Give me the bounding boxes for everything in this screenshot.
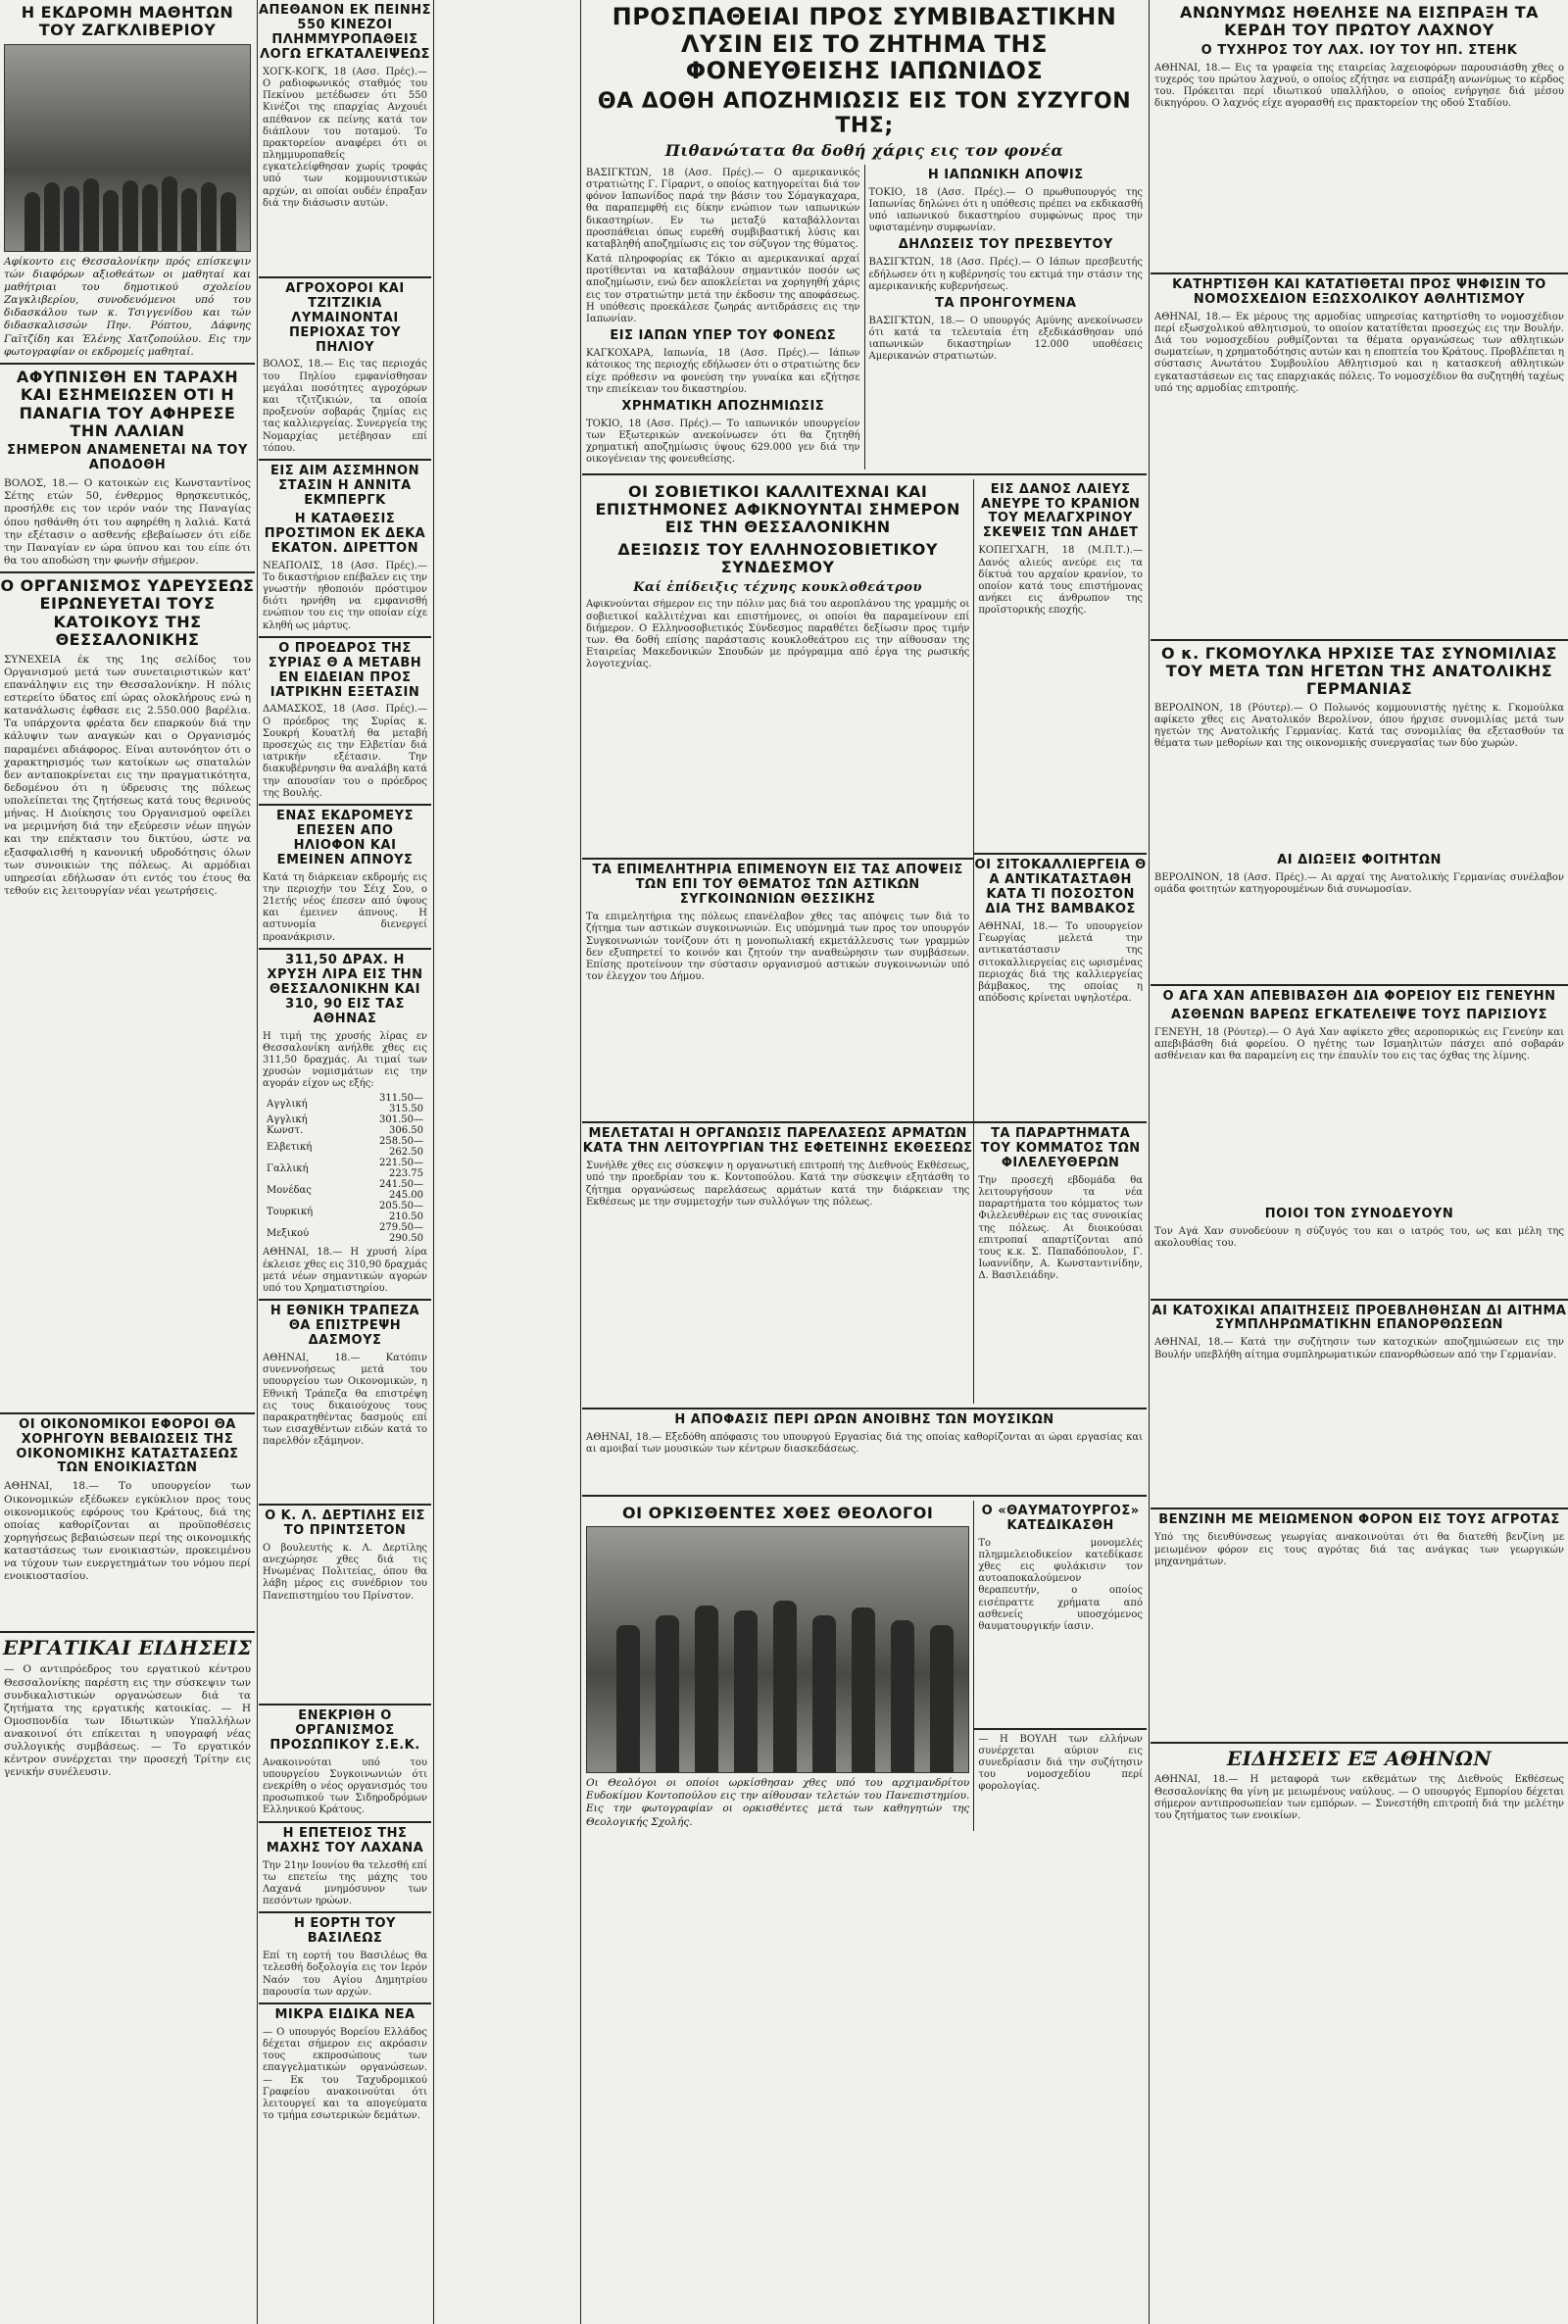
japanese-article-columns (582, 165, 1147, 470)
headline-awakened: ΑΦΥΠΝΙΣΘΗ ΕΝ ΤΑΡΑΧΗ ΚΑΙ ΕΣΗΜΕΙΩΣΕΝ ΟΤΙ Η ΠΑΝΑΓΙΑ ΤΟΥ ΑΦΗΡΕΣΕ ΤΗΝ ΛΑΛΙΑΝ (16, 367, 239, 440)
headline-japanese-view: Η ΙΑΠΩΝΙΚΗ ΑΠΟΨΙΣ (927, 167, 1084, 182)
article-king: Επί τη εορτή του Βασιλέως θα τελεσθή δοξολογία εις τον Ιερόν Ναόν του Αγίου Δημητρίου παρουσία των αρχών. (263, 1951, 427, 1998)
headline-gomulka: Ο κ. ΓΚΟΜΟΥΛΚΑ ΗΡΧΙΣΕ ΤΑΣ ΣΥΝΟΜΙΛΙΑΣ ΤΟΥ ΜΕΤΑ ΤΩΝ ΗΓΕΤΩΝ ΤΗΣ ΑΝΑΤΟΛΙΚΗΣ ΓΕΡΜΑΝΙΑΣ (1161, 643, 1557, 699)
headline-miracle: Ο «ΘΑΥΜΑΤΟΥΡΓΟΣ» ΚΑΤΕΔΙΚΑΣΘΗ (981, 1503, 1140, 1533)
headline-students: ΑΙ ΔΙΩΞΕΙΣ ΦΟΙΤΗΤΩΝ (1277, 852, 1442, 867)
article-labour: — Ο αντιπρόεδρος του εργατικού κέντρου Θεσσαλονίκης παρέστη εις την σύσκεψιν των συνδικαλιστικών οργανώσεων διά τα ζητήματα της εργατικής κατοικίας. — Η Ομοσπονδία των Ιδιωτικών Υπαλλήλων ανακοινοί ότι επίκειται η υπογραφή νέας συλλογικής συμβάσεως. — Το εργατικόν κέντρον συνέρχεται την προσεχή Τρίτην εις γενικήν συνέλευσιν. (4, 1663, 251, 1779)
article-musicians: ΑΘΗΝΑΙ, 18.— Εξεδόθη απόφασις του υπουργού Εργασίας διά της οποίας καθορίζονται αι ώραι εργασίας και αι αμοιβαί των μουσικών των κέντρων διασκεδάσεως. (586, 1431, 1143, 1456)
article-awakened: ΒΟΛΟΣ, 18.— Ο κατοικών εις Κωνσταντίνος Σέτης ετών 50, ένθερμος θρησκευτικός, προσήλθε εις τον ιερόν ναόν της Παναγίας όπου ησθάνθη ότι του αφηρέθη η λαλιά. Κατά την εξέτασιν ο ασθενής εβεβαίωσεν ότι είδε την Παναγίαν εν ώρα ύπνου και του είπε ότι θα του αποδώση την φωνήν σήμερον. (4, 477, 251, 567)
coin-name: Γαλλική (267, 1162, 309, 1174)
column-1 (0, 0, 255, 2039)
headline-wheat: ΟΙ ΣΙΤΟΚΑΛΛΙΕΡΓΕΙΑ Θ Α ΑΝΤΙΚΑΤΑΣΤΑΘΗ ΚΑΤΑ ΤΙ ΠΟΣΟΣΤΟΝ ΔΙΑ ΤΗΣ ΒΑΜΒΑΚΟΣ (974, 858, 1147, 917)
coin-price: 311.50—315.50 (379, 1093, 423, 1115)
price-row (265, 1179, 425, 1201)
headline-ambassador: ΔΗΛΩΣΕΙΣ ΤΟΥ ΠΡΕΣΒΕΥΤΟΥ (898, 237, 1113, 253)
article-precedents: ΒΑΣΙΓΚΤΩΝ, 18.— Ο υπουργός Αμύνης ανεκοίνωσεν ότι κατά τα τελευταία έτη εξεδικάσθησαν υπό ιαπωνικών δικαστηρίων 12.000 υποθέσεις Αμερικανών στρατιωτών. (868, 315, 1143, 363)
article-miracle: Το μονομελές πλημμελειοδικείον κατεδίκασε χθες εις φυλάκισιν τον αυτοαποκαλούμενον θεραπευτήν, ο οποίος εισέπραττε χρήματα από ασθενείς υποσχόμενος θαυματουργικήν ίασιν. (978, 1537, 1143, 1633)
article-lachanas: Την 21ην Ιουνίου θα τελεσθή επί τω επετείω της μάχης του Λαχανά μνημόσυνον των πεσόντων ηρώων. (263, 1859, 427, 1907)
price-row (265, 1158, 425, 1179)
headline-pelion: ΑΓΡΟΧΟΡΟΙ ΚΑΙ ΤΖΙΤΖΙΚΙΑ ΛΥΜΑΙΝΟΝΤΑΙ ΠΕΡΙΟΧΑΣ ΤΟΥ ΠΗΛΙΟΥ (285, 280, 405, 355)
theologians-caption: Οι Θεολόγοι οι οποίοι ωρκίσθησαν χθες υπό του αρχιμανδρίτου Ευδοκίμου Κοντοπούλου εις την αίθουσαν τελετών του Πανεπιστημίου. Εις την φωτογραφίαν οι ορκισθέντες μετά των καθηγητών της Θεολογικής Σχολής. (586, 1777, 970, 1828)
deck-japanese: Πιθανώτατα θα δοθή χάρις εις τον φονέα (664, 141, 1064, 161)
column-rule (433, 0, 434, 2324)
article-chambers: Τα επιμελητήρια της πόλεως επανέλαβον χθες τας απόψεις των διά το ζήτημα των αστικών συγκοινωνιών. Εις υπόμνημά των προς τον υπουργόν Συγκοινωνιών τονίζουν ότι η μονοπωλιακή εκμετάλλευσις των γραμμών δεν εξυπηρετεί το κοινόν και ζητούν την αναθεώρησιν των συμβάσεων. Επίσης προτείνουν την σύστασιν οργανισμού αστικών συγκοινωνιών υπό τον έλεγχον του Δήμου. (586, 912, 970, 983)
price-row (265, 1222, 425, 1244)
headline-liberals: ΤΑ ΠΑΡΑΡΤΗΜΑΤΑ ΤΟΥ ΚΟΜΜΑΤΟΣ ΤΩΝ ΦΙΛΕΛΕΥΘΕΡΩΝ (980, 1126, 1141, 1170)
headline-occupation: ΑΙ ΚΑΤΟΧΙΚΑΙ ΑΠΑΙΤΗΣΕΙΣ ΠΡΟΕΒΛΗΘΗΣΑΝ ΔΙ ΑΙΤΗΜΑ ΣΥΜΠΛΗΡΩΜΑΤΙΚΗΝ ΕΠΑΝΟΡΘΩΣΕΩΝ (1152, 1303, 1567, 1333)
coin-name: Μεξικού (267, 1227, 310, 1239)
article-japanese-view: ΤΟΚΙΟ, 18 (Ασσ. Πρές).— Ο πρωθυπουργός της Ιαπωνίας δηλώνει ότι η υπόθεσις πρέπει να εκδικασθή υπό ιαπωνικού δικαστηρίου συμφώνως προς την υφισταμένην συμφωνίαν. (868, 186, 1143, 234)
coin-price: 205.50—210.50 (379, 1201, 423, 1223)
headline-lottery: ΑΝΩΝΥΜΩΣ ΗΘΕΛΗΣΕ ΝΑ ΕΙΣΠΡΑΞΗ ΤΑ ΚΕΡΔΗ ΤΟΥ ΠΡΩΤΟΥ ΛΑΧΝΟΥ (1179, 3, 1540, 40)
coin-price: 241.50—245.00 (379, 1179, 423, 1202)
article-excursionist: Κατά τη διάρκειαν εκδρομής εις την περιοχήν του Σέιχ Σου, ο 21ετής νέος έπεσεν από ύψους και έμεινεν άπνους. Η αστυνομία διενεργεί προανάκρισιν. (263, 871, 427, 943)
headline-chinese: ΑΠΕΘΑΝΟΝ ΕΚ ΠΕΙΝΗΣ 550 ΚΙΝΕΖΟΙ ΠΛΗΜΜΥΡΟΠΑΘΕΙΣ ΛΟΓΩ ΕΓΚΑΤΑΛΕΙΨΕΩΣ (259, 3, 431, 62)
deck-soviet: Καί ἐπίδειξις τέχνης κουκλοθεάτρου (633, 579, 923, 595)
price-row (265, 1136, 425, 1158)
headline-small-news: ΜΙΚΡΑ ΕΙΔΙΚΑ ΝΕΑ (274, 2006, 416, 2022)
article-tax: ΑΘΗΝΑΙ, 18.— Το υπουργείον των Οικονομικών εξέδωκεν εγκύκλιον προς τους οικονομικούς εφόρους του Κράτους, διά της οποίας καθορίζονται αι προϋποθέσεις χορηγήσεως βεβαιώσεων περί της οικονομικής καταστάσεως των ενοικιαστών, προκειμένου να τύχουν των ευεργετημάτων του νόμου περί ενοικιοστασίου. (4, 1480, 251, 1583)
column-rule (1149, 0, 1150, 2324)
subheadline-awakened: ΣΗΜΕΡΟΝ ΑΝΑΜΕΝΕΤΑΙ ΝΑ ΤΟΥ ΑΠΟΔΟΘΗ (7, 443, 248, 473)
headline-gold: 311,50 ΔΡΑΧ. Η ΧΡΥΣΗ ΛΙΡΑ ΕΙΣ ΤΗΝ ΘΕΣΣΑΛΟΝΙΚΗΝ ΚΑΙ 310, 90 ΕΙΣ ΤΑΣ ΑΘΗΝΑΣ (267, 952, 423, 1026)
column-rule (580, 0, 581, 2324)
coin-price: 301.50—306.50 (379, 1114, 423, 1137)
coin-name: Μονέδας (267, 1184, 312, 1196)
article-chinese: ΧΟΓΚ-ΚΟΓΚ, 18 (Ασσ. Πρές).— Ο ραδιοφωνικός σταθμός του Πεκίνου μετέδωσεν ότι 550 Κινέζοι της επαρχίας Ανχουέι απέθανον εκ πείνης κατά τον διάπλουν του ποταμού. Το πρακτορείον αναφέρει ότι οι πλημμυροπαθείς εγκατελείφθησαν χωρίς τροφάς υπό των κομμουνιστικών αρχών, αι οποίαι ουδέν έπραξαν διά την διάσωσιν αυτών. (263, 66, 427, 209)
headline-athens-news: ΕΙΔΗΣΕΙΣ ΕΞ ΑΘΗΝΩΝ (1226, 1747, 1493, 1771)
gold-price-table (265, 1093, 425, 1244)
bottom-block (582, 1501, 1147, 1831)
article-compensation: ΤΟΚΙΟ, 18 (Ασσ. Πρές).— Το ιαπωνικόν υπουργείον των Εξωτερικών ανεκοίνωσεν ότι θα ζητηθή χρηματική αποζημίωσις ύψους 629.000 γεν διά την οικογένειαν της φονευθείσης. (586, 418, 860, 466)
subheadline-soviet: ΔΕΞΙΩΣΙΣ ΤΟΥ ΕΛΛΗΝΟΣΟΒΙΕΤΙΚΟΥ ΣΥΝΔΕΣΜΟΥ (617, 539, 938, 577)
headline-japanese: ΠΡΟΣΠΑΘΕΙΑΙ ΠΡΟΣ ΣΥΜΒΙΒΑΣΤΙΚΗΝ ΛΥΣΙΝ ΕΙΣ ΤΟ ΖΗΤΗΜΑ ΤΗΣ ΦΟΝΕΥΘΕΙΣΗΣ ΙΑΠΩΝΙΔΟΣ (612, 3, 1117, 85)
article-liberals: Την προσεχή εβδομάδα θα λειτουργήσουν τα νέα παραρτήματα του κόμματος των Φιλελευθέρων εις τας συνοικίας της πόλεως. Αι διοικούσαι επιτροπαί απαρτίζονται από τους κ.κ. Σ. Παπαδόπουλον, Γ. Ιωαννίδην, Α. Κωνσταντινίδην, Δ. Βασιλειάδην. (978, 1174, 1143, 1282)
article-aga-khan: ΓΕΝΕΥΗ, 18 (Ρόυτερ).— Ο Αγά Χαν αφίκετο χθες αεροπορικώς εις Γενεύην και απεβιβάσθη διά φορείου. Ο ηγέτης των Ισμαηλιτών πάσχει από σοβαράν ασθένειαν και θα παραμείνη εις την έπαυλίν του εις τας όχθας της λίμνης. (1154, 1026, 1564, 1062)
article-sek: Ανακοινούται υπό του υπουργείου Συγκοινωνιών ότι ενεκρίθη ο νέος οργανισμός του προσωπικού των Σιδηροδρόμων Ελληνικού Κράτους. (263, 1756, 427, 1816)
article-companions: Τον Αγά Χαν συνοδεύουν η σύζυγός του και ο ιατρός του, ως και μέλη της ακολουθίας του. (1154, 1225, 1564, 1249)
headline-japanese-man: ΕΙΣ ΙΑΠΩΝ ΥΠΕΡ ΤΟΥ ΦΟΝΕΩΣ (610, 328, 837, 344)
article-skull: ΚΟΠΕΓΧΑΓΗ, 18 (Μ.Π.Τ.).— Δανός αλιεύς ανεύρε εις τα δίκτυά του αρχαίον κρανίον, το οποίον κατά τους επιστήμονας ανήκει εις άνθρωπον της προϊστορικής εποχής. (978, 545, 1143, 617)
article-petrol: Υπό της διευθύνσεως γεωργίας ανακοινούται ότι θα διατεθή βενζίνη με μειωμένον φόρον εις τους αγρότας διά τας ανάγκας των γεωργικών μηχανημάτων. (1154, 1532, 1564, 1567)
article-pelion: ΒΟΛΟΣ, 18.— Εις τας περιοχάς του Πηλίου εμφανίσθησαν μεγάλαι ποσότητες αγροχόρων και τζιτζικιών, τα οποία προξενούν σοβαράς ζημίας εις τας καλλιεργείας. Συνεργεία της Νομαρχίας μετέβησαν επί τόπου. (263, 359, 427, 454)
article-parade: Συνήλθε χθες εις σύσκεψιν η οργανωτική επιτροπή της Διεθνούς Εκθέσεως, υπό την προεδρίαν του κ. Κοντοπούλου. Κατά την σύσκεψιν εξητάσθη το ζήτημα οργανώσεως παρελάσεως αρμάτων κατά την διάρκειαν της Εκθέσεως με την συμμετοχήν των συλλόγων της πόλεως. (586, 1161, 970, 1208)
subheadline-japanese: ΘΑ ΔΟΘΗ ΑΠΟΖΗΜΙΩΣΙΣ ΕΙΣ ΤΟΝ ΣΥΖΥΓΟΝ ΤΗΣ; (597, 88, 1132, 139)
headline-petrol: ΒΕΝΖΙΝΗ ΜΕ ΜΕΙΩΜΕΝΟΝ ΦΟΡΟΝ ΕΙΣ ΤΟΥΣ ΑΓΡΟΤΑΣ (1158, 1512, 1560, 1528)
article-athens-news: ΑΘΗΝΑΙ, 18.— Η μεταφορά των εκθεμάτων της Διεθνούς Εκθέσεως Θεσσαλονίκης θα γίνη με μειωμένους ναύλους. — Ο υπουργός Εμπορίου δέχεται σήμερον αντιπροσωπείαν των εμπόρων. — Συνεστήθη επιτροπή διά την μελέτην του ζητήματος των ενοικίων. (1154, 1774, 1564, 1821)
article-japanese-man: ΚΑΓΚΟΧΑΡΑ, Ιαπωνία, 18 (Ασσ. Πρές).— Ιάπων κάτοικος της περιοχής εδήλωσεν ότι ο στρατιώτης δεν είχε πρόθεσιν να φονεύση την γυναίκα και εζήτησε την επιείκειαν του δικαστηρίου. (586, 348, 860, 395)
article-soviet: Αφικνούνται σήμερον εις την πόλιν μας διά του αεροπλάνου της γραμμής οι σοβιετικοί καλλιτέχναι και επιστήμονες, οι οποίοι θα παραμείνουν επί διήμερον. Ο Ελληνοσοβιετικός Σύνδεσμος παραθέτει δεξίωσιν προς τιμήν των. Θα δοθή επίσης παράστασις κουκλοθεάτρου εις την αίθουσαν της Εταιρείας Μακεδονικών Σπουδών με πρόγραμμα από έργα της ρωσικής λογοτεχνίας. (586, 599, 970, 670)
headline-companions: ΠΟΙΟΙ ΤΟΝ ΣΥΝΟΔΕΥΟΥΝ (1264, 1206, 1454, 1221)
article-water: ΣΥΝΕΧΕΙΑ έκ της 1ης σελίδος του Οργανισμού μετά των συνεταιριστικών κατ' επανάληψιν εις την Θεσσαλονίκην. Η πόλις εστερείτο ύδατος επί ώρας ολοκλήρους ενώ η κατανάλωσις έφθασε εις 2.550.000 βαρέλια. Τα υπάρχοντα φρέατα δεν επαρκούν διά την κάλυψιν των αναγκών και ο Οργανισμός παραμένει αδιάφορος. Είναι αυτονόητον ότι ο χαρακτηρισμός των κατοίκων ως σπαταλών δεν ανταποκρίνεται εις την πραγματικότητα, δεδομένου ότι η ύδρευσις της πόλεως υπολείπεται της ζητήσεως κατά τους θερινούς μήνας. Η Διοίκησις του Οργανισμού οφείλει να μεριμνήση διά την εξεύρεσιν νέων πηγών και την επέκτασιν του δικτύου, ώστε να εξασφαλισθή η κανονική υδροδότησις όλων των συνοικιών της πόλεως. Αι αρμόδιαι υπηρεσίαι εδήλωσαν ότι εντός του έτους θα τεθούν εις λειτουργίαν νέαι γεωτρήσεις. (4, 653, 251, 897)
headline-precedents: ΤΑ ΠΡΟΗΓΟΥΜΕΝΑ (935, 295, 1077, 311)
article-lottery: ΑΘΗΝΑΙ, 18.— Εις τα γραφεία της εταιρείας λαχειοφόρων παρουσιάσθη χθες ο τυχερός του πρώτου λαχνού, ο οποίος εζήτησε να εισπράξη ανωνύμως το κέρδος του. Πρόκειται περί ιδιωτικού υπαλλήλου, ο οποίος ενήργησε διά μέσου δικηγόρου. Ο λαχνός είχε αγορασθή εις πρακτορείον της οδού Σταδίου. (1154, 62, 1564, 110)
coin-name: Αγγλική (267, 1098, 308, 1110)
headline-skull: ΕΙΣ ΔΑΝΟΣ ΛΑΙΕΥΣ ΑΝΕΥΡΕ ΤΟ ΚΡΑΝΙΟΝ ΤΟΥ ΜΕΛΑΓΧΡΙΝΟΥ ΣΚΕΨΕΙΣ ΤΩΝ ΑΗΔΕΤ (980, 481, 1141, 541)
article-students: ΒΕΡΟΛΙΝΟΝ, 18 (Ασσ. Πρές).— Αι αρχαί της Ανατολικής Γερμανίας συνέλαβον ομάδα φοιτητών κατηγορουμένων διά συνωμοσίαν. (1154, 871, 1564, 895)
coin-name: Αγγλική Κωνστ. (267, 1114, 308, 1137)
headline-sek: ΕΝΕΚΡΙΘΗ Ο ΟΡΓΑΝΙΣΜΟΣ ΠΡΟΣΩΠΙΚΟΥ Σ.Ε.Κ. (270, 1707, 420, 1753)
subheadline-aga-khan: ΑΣΘΕΝΩΝ ΒΑΡΕΩΣ ΕΓΚΑΤΕΛΕΙΨΕ ΤΟΥΣ ΠΑΡΙΣΙΟΥΣ (1171, 1007, 1547, 1022)
headline-dertilis: Ο Κ. Λ. ΔΕΡΤΙΛΗΣ ΕΙΣ ΤΟ ΠΡΙΝΤΣΕΤΟΝ (265, 1508, 425, 1538)
article-wheat: ΑΘΗΝΑΙ, 18.— Το υπουργείον Γεωργίας μελετά την αντικατάστασιν της σιτοκαλλιεργείας εις ωρισμένας περιοχάς διά της καλλιεργείας βάμβακος, της οποίας η απόδοσις κρίνεται υψηλοτέρα. (978, 921, 1143, 1005)
article-ambassador: ΒΑΣΙΓΚΤΩΝ, 18 (Ασσ. Πρές).— Ο Ιάπων πρεσβευτής εδήλωσεν ότι η κυβέρνησίς του εκτιμά την στάσιν της αμερικανικής κυβερνήσεως. (868, 257, 1143, 292)
column-5 (1151, 0, 1568, 2110)
headline-musicians: Η ΑΠΟΦΑΣΙΣ ΠΕΡΙ ΩΡΩΝ ΑΝΟΙΒΗΣ ΤΩΝ ΜΟΥΣΙΚΩΝ (674, 1411, 1054, 1427)
article-gold-athens: ΑΘΗΝΑΙ, 18.— Η χρυσή λίρα έκλεισε χθες εις 310,90 δραχμάς μετά νέων σημαντικών αγορών υπό του Χρηματιστηρίου. (263, 1247, 427, 1294)
price-row (265, 1201, 425, 1222)
price-row (265, 1093, 425, 1114)
coin-price: 221.50—223.75 (379, 1158, 423, 1180)
article-syria: ΔΑΜΑΣΚΟΣ, 18 (Ασσ. Πρές).— Ο πρόεδρος της Συρίας κ. Σουκρή Κουατλή θα μεταβή προσεχώς εις την Ελβετίαν διά ιατρικήν εξέτασιν. Την διακυβέρνησιν θα αναλάβη κατά την απουσίαν του ο πρόεδρος της Βουλής. (263, 704, 427, 799)
article-japanese-a: ΒΑΣΙΓΚΤΩΝ, 18 (Ασσ. Πρές).— Ο αμερικανικός στρατιώτης Γ. Γίραρντ, ο οποίος κατηγορείται διά τον φόνον Ιαπωνίδος παρά την βάσιν του Σόμαγκαχαρα, θα παραπεμφθή εις δίκην ενώπιον των ιαπωνικών δικαστηρίων. Εν τω μεταξύ καταβάλλονται προσπάθειαι όπως ευρεθή συμβιβαστική λύσις και καταβληθή αποζημίωσις εις τον σύζυγον της θύματος. (586, 167, 860, 250)
headline-water: Ο ΟΡΓΑΝΙΣΜΟΣ ΥΔΡΕΥΣΕΩΣ ΕΙΡΩΝΕΥΕΤΑΙ ΤΟΥΣ ΚΑΤΟΙΚΟΥΣ ΤΗΣ ΘΕΣΣΑΛΟΝΙΚΗΣ (0, 576, 255, 650)
headline-syria: Ο ΠΡΟΕΔΡΟΣ ΤΗΣ ΣΥΡΙΑΣ Θ Α ΜΕΤΑΒΗ ΕΝ ΕΙΔΕΙΑΝ ΠΡΟΣ ΙΑΤΡΙΚΗΝ ΕΞΕΤΑΣΙΝ (268, 640, 422, 700)
students-photo (4, 44, 251, 252)
theologians-photo (586, 1526, 969, 1773)
headline-excursion: Η ΕΚΔΡΟΜΗ ΜΑΘΗΤΩΝ ΤΟΥ ΖΑΓΚΛΙΒΕΡΙΟΥ (21, 3, 234, 40)
headline-ekberg: ΕΙΣ ΑΙΜ ΑΣΣΜΗΝΟΝ ΣΤΑΣΙΝ Η ΑΝΝΙΤΑ ΕΚΜΠΕΡΓΚ (270, 463, 419, 508)
headline-aga-khan: Ο ΑΓΑ ΧΑΝ ΑΠΕΒΙΒΑΣΘΗ ΔΙΑ ΦΟΡΕΙΟΥ ΕΙΣ ΓΕΝΕΥΗΝ (1162, 988, 1556, 1004)
subheadline-ekberg: Η ΚΑΤΑΘΕΣΙΣ ΠΡΟΣΤΙΜΟΝ ΕΚ ΔΕΚΑ ΕΚΑΤΟΝ. ΔΙΡΕΤΤΟΝ (264, 511, 426, 556)
headline-tax: ΟΙ ΟΙΚΟΝΟΜΙΚΟΙ ΕΦΟΡΟΙ ΘΑ ΧΟΡΗΓΟΥΝ ΒΕΒΑΙΩΣΕΙΣ ΤΗΣ ΟΙΚΟΝΟΜΙΚΗΣ ΚΑΤΑΣΤΑΣΕΩΣ ΤΩΝ ΕΝΟΙΚΙΑΣΤΩΝ (16, 1416, 239, 1476)
headline-parade: ΜΕΛΕΤΑΤΑΙ Η ΟΡΓΑΝΩΣΙΣ ΠΑΡΕΛΑΣΕΩΣ ΑΡΜΑΤΩΝ ΚΑΤΑ ΤΗΝ ΛΕΙΤΟΥΡΓΙΑΝ ΤΗΣ ΕΦΕΤΕΙΝΗΣ ΕΚΘΕΣΕΩΣ (582, 1126, 973, 1157)
headline-lachanas: Η ΕΠΕΤΕΙΟΣ ΤΗΣ ΜΑΧΗΣ ΤΟΥ ΛΑΧΑΝΑ (266, 1825, 424, 1855)
coin-name: Ελβετική (267, 1141, 313, 1153)
article-parliament: — Η ΒΟΥΛΗ των ελλήνων συνέρχεται αύριον εις συνεδρίασιν διά την συζήτησιν του νομοσχεδίου περί φορολογίας. (978, 1733, 1143, 1793)
article-gold: Η τιμή της χρυσής λίρας εν Θεσσαλονίκη ανήλθε χθες εις 311,50 δραχμάς. Αι τιμαί των χρυσών νομισμάτων εις την αγοράν είχον ως εξής: (263, 1030, 427, 1090)
column-rule (257, 0, 258, 2324)
headline-chambers: ΤΑ ΕΠΙΜΕΛΗΤΗΡΙΑ ΕΠΙΜΕΝΟΥΝ ΕΙΣ ΤΑΣ ΑΠΟΨΕΙΣ ΤΩΝ ΕΠΙ ΤΟΥ ΘΕΜΑΤΟΣ ΤΩΝ ΑΣΤΙΚΩΝ ΣΥΓΚΟΙΝΩΝΙΩΝ ΘΕΣΣΙΚΗΣ (592, 863, 963, 908)
article-japanese-b: Κατά πληροφορίας εκ Τόκιο αι αμερικανικαί αρχαί προτίθενται να καταβάλουν σημαντικόν ποσόν ως αποζημίωσιν, ενώ δεν αποκλείεται να χορηγηθή χάρις εις τον στρατιώτην μετά την έκδοσιν της αποφάσεως. Η υπόθεσις προεκάλεσε ζωηράς αντιδράσεις εις την Ιαπωνίαν. (586, 254, 860, 325)
middle-block (582, 479, 1147, 1404)
coin-price: 279.50—290.50 (379, 1222, 423, 1245)
headline-athletics: ΚΑΤΗΡΤΙΣΘΗ ΚΑΙ ΚΑΤΑΤΙΘΕΤΑΙ ΠΡΟΣ ΨΗΦΙΣΙΝ ΤΟ ΝΟΜΟΣΧΕΔΙΟΝ ΕΞΩΣΧΟΛΙΚΟΥ ΑΘΛΗΤΙΣΜΟΥ (1172, 276, 1546, 307)
price-row (265, 1114, 425, 1136)
coin-price: 258.50—262.50 (379, 1136, 423, 1159)
article-small-news: — Ο υπουργός Βορείου Ελλάδος δέχεται σήμερον εις ακρόασιν τους εκπροσώπους των επαγγελματικών οργανώσεων. — Εκ του Ταχυδρομικού Γραφείου ανακοινούται ότι λειτουργεί και τα απογεύματα το τμήμα εσωτερικών δεμάτων. (263, 2026, 427, 2122)
column-3 (582, 0, 1147, 1831)
headline-labour: ΕΡΓΑΤΙΚΑΙ ΕΙΔΗΣΕΙΣ (2, 1636, 253, 1660)
column-2 (259, 0, 431, 2125)
article-bank: ΑΘΗΝΑΙ, 18.— Κατόπιν συνεννοήσεως μετά του υπουργείου των Οικονομικών, η Εθνική Τράπεζα θα επιστρέψη εις τους δικαιούχους τους παρακρατηθέντας δασμούς επί των εισαχθέντων ειδών κατά το παρελθόν εξάμηνον. (263, 1353, 427, 1448)
photo-caption: Αφίκοντο εις Θεσσαλονίκην πρός επίσκεψιν τών διαφόρων αξιοθεάτων οι μαθηταί και μαθήτριαι του δημοτικού σχολείου Ζαγκλιβερίου, συνοδευόμενοι υπό του διδασκάλου των κ. Τσιγγενίδου και τών διδασκαλισσών Πην. Ρόπτου, Δάφνης Γαϊτζίδη και Έλένης Χατζοπούλου. Εις την φωτογραφίαν οι εκδρομείς μαθηταί. (4, 255, 251, 358)
coin-name: Τουρκική (267, 1206, 314, 1217)
article-gomulka: ΒΕΡΟΛΙΝΟΝ, 18 (Ρόυτερ).— Ο Πολωνός κομμουνιστής ηγέτης κ. Γκομούλκα αφίκετο χθες εις Ανατολικόν Βερολίνον, όπου ήρχισε συνομιλίας μετά των ηγετών της Ανατολικής Γερμανίας. Κατά τας συνομιλίας θα εξετασθούν τα θέματα των μεθορίων και της οικονομικής συνεργασίας των δύο χωρών. (1154, 702, 1564, 750)
article-athletics: ΑΘΗΝΑΙ, 18.— Εκ μέρους της αρμοδίας υπηρεσίας κατηρτίσθη το νομοσχέδιον περί εξωσχολικού αθλητισμού, το οποίον κατατίθεται προσεχώς εις την Βουλήν. Διά του νομοσχεδίου ρυθμίζονται τα θέματα οργανώσεως των αθλητικών σωματείων, η χρηματοδότησις αυτών και η εποπτεία του Κράτους. Προβλέπεται η σύστασις Ανωτάτου Συμβουλίου Αθλητισμού και η κατασκευή αθλητικών εγκαταστάσεων εις τας επαρχιακάς πόλεις. Το νομοσχέδιον θα συζητηθή ταχέως υπό της αρμοδίας επιτροπής. (1154, 311, 1564, 394)
headline-theologians: ΟΙ ΟΡΚΙΣΘΕΝΤΕΣ ΧΘΕΣ ΘΕΟΛΟΓΟΙ (622, 1503, 934, 1522)
article-ekberg: ΝΕΑΠΟΛΙΣ, 18 (Ασσ. Πρές).— Το δικαστήριον επέβαλεν εις την γνωστήν ηθοποιόν πρόστιμον διότι ηρνήθη να εμφανισθή ενώπιον του εις την οποίαν είχε κληθή ως μάρτυς. (263, 560, 427, 631)
headline-king: Η ΕΟΡΤΗ ΤΟΥ ΒΑΣΙΛΕΩΣ (294, 1916, 396, 1947)
headline-compensation: ΧΡΗΜΑΤΙΚΗ ΑΠΟΖΗΜΙΩΣΙΣ (621, 398, 825, 414)
headline-excursionist: ΕΝΑΣ ΕΚΔΡΟΜΕΥΣ ΕΠΕΣΕΝ ΑΠΟ ΗΛΙΟΦΟΝ ΚΑΙ ΕΜΕΙΝΕΝ ΑΠΝΟΥΣ (276, 808, 414, 867)
article-occupation: ΑΘΗΝΑΙ, 18.— Κατά την συζήτησιν των κατοχικών αποζημιώσεων εις την Βουλήν υπεβλήθη αίτημα συμπληρωματικών επανορθώσεων από την Γερμανίαν. (1154, 1337, 1564, 1360)
headline-soviet: ΟΙ ΣΟΒΙΕΤΙΚΟΙ ΚΑΛΛΙΤΕΧΝΑΙ ΚΑΙ ΕΠΙΣΤΗΜΟΝΕΣ ΑΦΙΚΝΟΥΝΤΑΙ ΣΗΜΕΡΟΝ ΕΙΣ ΤΗΝ ΘΕΣΣΑΛΟΝΙΚΗΝ (595, 481, 960, 537)
article-dertilis: Ο βουλευτής κ. Λ. Δερτίλης ανεχώρησε χθες διά τις Ηνωμένας Πολιτείας, όπου θα λάβη μέρος εις συνέδριον του Πανεπιστημίου του Πρίνστον. (263, 1542, 427, 1602)
headline-bank: Η ΕΘΝΙΚΗ ΤΡΑΠΕΖΑ ΘΑ ΕΠΙΣΤΡΕΨΗ ΔΑΣΜΟΥΣ (270, 1304, 420, 1349)
subheadline-lottery: Ο ΤΥΧΗΡΟΣ ΤΟΥ ΛΑΧ. ΙΟΥ ΤΟΥ ΗΠ. ΣΤΕΗΚ (1200, 42, 1518, 58)
